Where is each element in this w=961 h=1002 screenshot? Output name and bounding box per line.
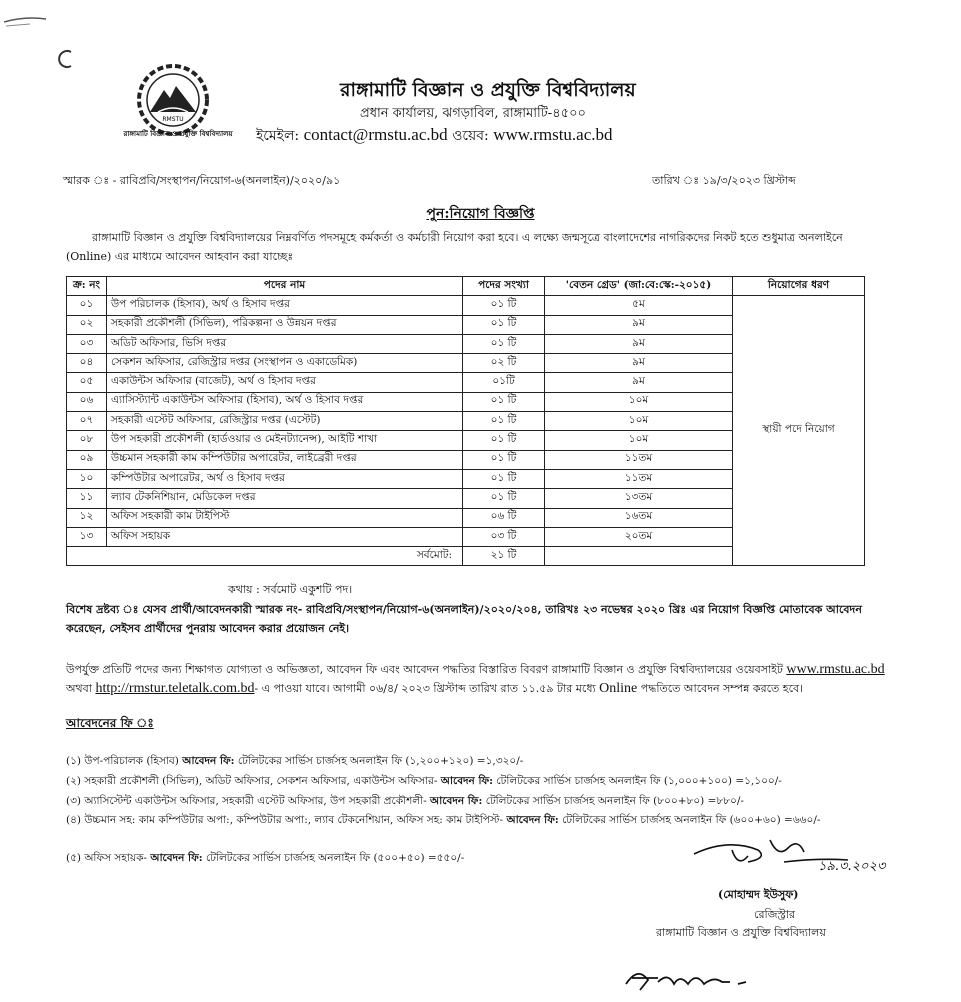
details-part2: - এ পাওয়া যাবে। আগামী ০৬/৪/ ২০২৩ খ্রিস্টাব্দ তারিখ রাত ১১.৫৯ টার মধ্যে — [254, 682, 596, 695]
website-link[interactable]: www.rmstu.ac.bd — [493, 125, 613, 144]
logo-caption: রাঙ্গামাটি বিজ্ঞান ও প্রযুক্তি বিশ্ববিদ্যালয় — [123, 130, 233, 138]
post-name-cell: উপ পরিচালক (হিসাব), অর্থ ও হিসাব দপ্তর — [107, 296, 463, 315]
post-name-cell: ল্যাব টেকনিশিয়ান, মেডিকেল দপ্তর — [107, 489, 463, 508]
fee-item — [66, 773, 906, 790]
fee-item — [66, 812, 906, 829]
handwritten-signature — [688, 828, 928, 876]
post-name-cell: একাউন্টস অফিসার (বাজেট), অর্থ ও হিসাব দপ্তর — [107, 373, 463, 392]
post-count-cell: ০৩ টি — [463, 527, 545, 546]
header-count: পদের সংখ্যা — [463, 277, 545, 296]
email-label: ইমেইল: — [256, 128, 300, 144]
fee-amount: টেলিটকের সার্ভিস চার্জসহ অনলাইন ফি (৮০০+৮০) =৮৮০/- — [485, 795, 744, 807]
scan-mark — [0, 0, 80, 40]
post-name-cell: সেকশন অফিসার, রেজিস্ট্রার দপ্তর (সংস্থাপন ও একাডেমিক) — [107, 354, 463, 373]
details-paragraph — [66, 660, 896, 698]
fee-amount: টেলিটকের সার্ভিস চার্জসহ অনলাইন ফি (৬০০+৬০) =৬৬০/- — [562, 814, 821, 826]
serial-cell: ০৭ — [67, 412, 107, 431]
pay-grade-cell: ১১তম — [545, 450, 733, 469]
fee-post-names: (৫) অফিস সহায়ক- — [66, 852, 147, 864]
fee-item — [66, 793, 906, 810]
fee-post-names: (৪) উচ্চমান সহ: কাম কম্পিউটার অপা:, কম্পিউটার অপা:, ল্যাব টেকনেশিয়ান, অফিস সহ: কাম টাইপিস্ট- — [66, 814, 504, 826]
serial-cell: ১২ — [67, 508, 107, 527]
post-count-cell: ০৬ টি — [463, 508, 545, 527]
fee-post-names: (২) সহকারী প্রকৌশলী (সিভিল), অডিট অফিসার, সেকশন অফিসার, একাউন্টস অফিসার- — [66, 775, 438, 787]
fee-title: আবেদনের ফি ঃ — [66, 716, 154, 730]
fee-item — [66, 753, 906, 770]
signatory-name: (মোহাম্মদ ইউসুফ) — [718, 888, 799, 901]
special-note: বিশেষ দ্রষ্টব্য ঃ যেসব প্রার্থী/আবেদনকারী স্মারক নং- রাবিপ্রবি/সংস্থাপন/নিয়োগ-৬(অনলাইন)/২০২০/২০৪, তারিখঃ ২৩ নভেম্বর ২০২০ খ্রিঃ এর নিয়োগ বিজ্ঞপ্তি মোতাবেক আবেদন করেছেন, সেইসব প্রার্থীদের পুনরায় আবেদন করার প্রয়োজন নেই। — [66, 603, 862, 635]
pay-grade-cell: ১১তম — [545, 469, 733, 488]
appointment-type-cell: স্থায়ী পদে নিয়োগ — [733, 296, 865, 566]
fee-amount: টেলিটকের সার্ভিস চার্জসহ অনলাইন ফি (১,০০০+১০০) =১,১০০/- — [496, 775, 782, 787]
post-name-cell: কম্পিউটার অপারেটর, অর্থ ও হিসাব দপ্তর — [107, 469, 463, 488]
post-name-cell: সহকারী এস্টেট অফিসার, রেজিস্ট্রার দপ্তর (এস্টেট) — [107, 412, 463, 431]
fee-label: আবেদন ফি: — [506, 814, 559, 826]
web-label: ওয়েব: — [452, 128, 489, 144]
post-count-cell: ০১ টি — [463, 450, 545, 469]
serial-cell: ১০ — [67, 469, 107, 488]
serial-cell: ১১ — [67, 489, 107, 508]
header-grade: 'বেতন গ্রেড' (জা:বে:স্কে:-২০১৫) — [545, 277, 733, 296]
pay-grade-cell: ৫ম — [545, 296, 733, 315]
post-name-cell: অডিট অফিসার, ভিসি দপ্তর — [107, 334, 463, 353]
vacancy-table — [66, 276, 865, 566]
fee-label: আবেদন ফি: — [182, 755, 235, 767]
pay-grade-cell: ১০ম — [545, 412, 733, 431]
post-count-cell: ০১ টি — [463, 296, 545, 315]
serial-cell: ০১ — [67, 296, 107, 315]
table-row — [67, 296, 865, 315]
intro-paragraph: রাঙ্গামাটি বিজ্ঞান ও প্রযুক্তি বিশ্ববিদ্যালয়ের নিম্নবর্ণিত পদসমূহে কর্মকর্তা ও কর্মচারী নিয়োগ করা হবে। এ লক্ষ্যে জন্মসূত্রে বাংলাদেশের নাগরিকদের নিকট হতে শুধুমাত্র অনলাইনে (Online) এর মাধ্যমে আবেদন আহবান করা যাচ্ছেঃ — [66, 231, 843, 263]
teletalk-url[interactable]: http://rmstur.teletalk.com.bd — [95, 681, 255, 696]
university-name: রাঙ্গামাটি বিজ্ঞান ও প্রযুক্তি বিশ্ববিদ্যালয় — [340, 79, 636, 101]
post-count-cell: ০১ টি — [463, 412, 545, 431]
post-count-cell: ০১টি — [463, 373, 545, 392]
post-count-cell: ০১ টি — [463, 392, 545, 411]
fee-label: আবেদন ফি: — [430, 795, 483, 807]
post-count-cell: ০২ টি — [463, 354, 545, 373]
handwritten-initials — [618, 960, 768, 996]
serial-cell: ০৩ — [67, 334, 107, 353]
fee-amount: টেলিটকের সার্ভিস চার্জসহ অনলাইন ফি (১,২০০+১২০) =১,৩২০/- — [237, 755, 524, 767]
post-name-cell: উচ্চমান সহকারী কাম কম্পিউটার অপারেটর, লাইব্রেরী দপ্তর — [107, 450, 463, 469]
serial-cell: ০৮ — [67, 431, 107, 450]
pay-grade-cell: ২০তম — [545, 527, 733, 546]
serial-cell: ০৫ — [67, 373, 107, 392]
fee-amount: টেলিটকের সার্ভিস চার্জসহ অনলাইন ফি (৫০০+৫০) =৫৫০/- — [205, 852, 465, 864]
table-header-row — [67, 277, 865, 296]
email-link[interactable]: contact@rmstu.ac.bd — [303, 125, 448, 144]
details-or: অথবা — [66, 682, 92, 695]
details-part3: পদ্ধতিতে আবেদন সম্পন্ন করতে হবে। — [640, 682, 804, 695]
signatory-title: রেজিস্ট্রার — [754, 908, 796, 921]
header-serial: ক্র: নং — [67, 277, 107, 296]
website-url[interactable]: www.rmstu.ac.bd — [786, 662, 885, 677]
post-count-cell: ০১ টি — [463, 489, 545, 508]
post-count-cell: ০১ টি — [463, 315, 545, 334]
memo-reference: স্মারক ঃ - রাবিপ্রবি/সংস্থাপন/নিয়োগ-৬(অনলাইন)/২০২০/৯১ — [63, 174, 341, 187]
online-word: Online — [599, 681, 638, 696]
serial-cell: ০৬ — [67, 392, 107, 411]
signature-date: ১৯.৩.২০২৩ — [818, 859, 886, 874]
post-name-cell: উপ সহকারী প্রকৌশলী (হার্ডওয়ার ও মেইনট্যানেন্স), আইটি শাখা — [107, 431, 463, 450]
pay-grade-cell: ১৩তম — [545, 489, 733, 508]
notice-title: পুন:নিয়োগ বিজ্ঞপ্তি — [426, 206, 535, 222]
pay-grade-cell: ৯ম — [545, 334, 733, 353]
serial-cell: ০৪ — [67, 354, 107, 373]
total-grade-blank — [545, 547, 733, 566]
office-address: প্রধান কার্যালয়, ঝগড়াবিল, রাঙ্গামাটি-৪৫০০ — [360, 106, 586, 121]
pay-grade-cell: ১৬তম — [545, 508, 733, 527]
pay-grade-cell: ৯ম — [545, 354, 733, 373]
post-name-cell: এ্যাসিস্ট্যান্ট একাউন্টস অফিসার (হিসাব), অর্থ ও হিসাব দপ্তর — [107, 392, 463, 411]
post-count-cell: ০১ টি — [463, 469, 545, 488]
fee-post-names: (১) উপ-পরিচালক (হিসাব) — [66, 755, 179, 767]
total-count: ২১ টি — [463, 547, 545, 566]
serial-cell: ০৯ — [67, 450, 107, 469]
post-name-cell: অফিস সহায়ক — [107, 527, 463, 546]
pay-grade-cell: ১০ম — [545, 431, 733, 450]
post-name-cell: অফিস সহকারী কাম টাইপিস্ট — [107, 508, 463, 527]
pay-grade-cell: ৯ম — [545, 373, 733, 392]
post-count-cell: ০১ টি — [463, 431, 545, 450]
total-label: সর্বমোট: — [67, 547, 463, 566]
fee-post-names: (৩) অ্যাসিস্টেন্ট একাউন্টস অফিসার, সহকারী এস্টেট অফিসার, উপ সহকারী প্রকৌশলী- — [66, 795, 427, 807]
punch-hole-mark — [56, 48, 78, 70]
contact-line — [256, 124, 613, 148]
header-nature: নিয়োগের ধরণ — [733, 277, 865, 296]
serial-cell: ০২ — [67, 315, 107, 334]
memo-date: তারিখ ঃ ১৯/৩/২০২৩ খ্রিস্টাব্দ — [652, 174, 796, 187]
serial-cell: ১৩ — [67, 527, 107, 546]
post-count-cell: ০১ টি — [463, 334, 545, 353]
details-part1: উপর্যুক্ত প্রতিটি পদের জন্য শিক্ষাগত যোগ্যতা ও অভিজ্ঞতা, আবেদন ফি এবং আবেদন পদ্ধতির বিস্তারিত বিবরণ রাঙ্গামাটি বিজ্ঞান ও প্রযুক্তি বিশ্ববিদ্যালয়ের ওয়েবসাইট — [66, 663, 783, 676]
pay-grade-cell: ১০ম — [545, 392, 733, 411]
total-in-words: কথায় : সর্বমোট একুশটি পদ। — [228, 583, 353, 596]
fee-label: আবেদন ফি: — [440, 775, 494, 787]
pay-grade-cell: ৯ম — [545, 315, 733, 334]
header-post: পদের নাম — [107, 277, 463, 296]
signatory-organization: রাঙ্গামাটি বিজ্ঞান ও প্রযুক্তি বিশ্ববিদ্যালয় — [656, 926, 826, 939]
logo-text: RMSTU — [162, 116, 184, 123]
post-name-cell: সহকারী প্রকৌশলী (সিভিল), পরিকল্পনা ও উন্নয়ন দপ্তর — [107, 315, 463, 334]
fee-label: আবেদন ফি: — [150, 852, 203, 864]
